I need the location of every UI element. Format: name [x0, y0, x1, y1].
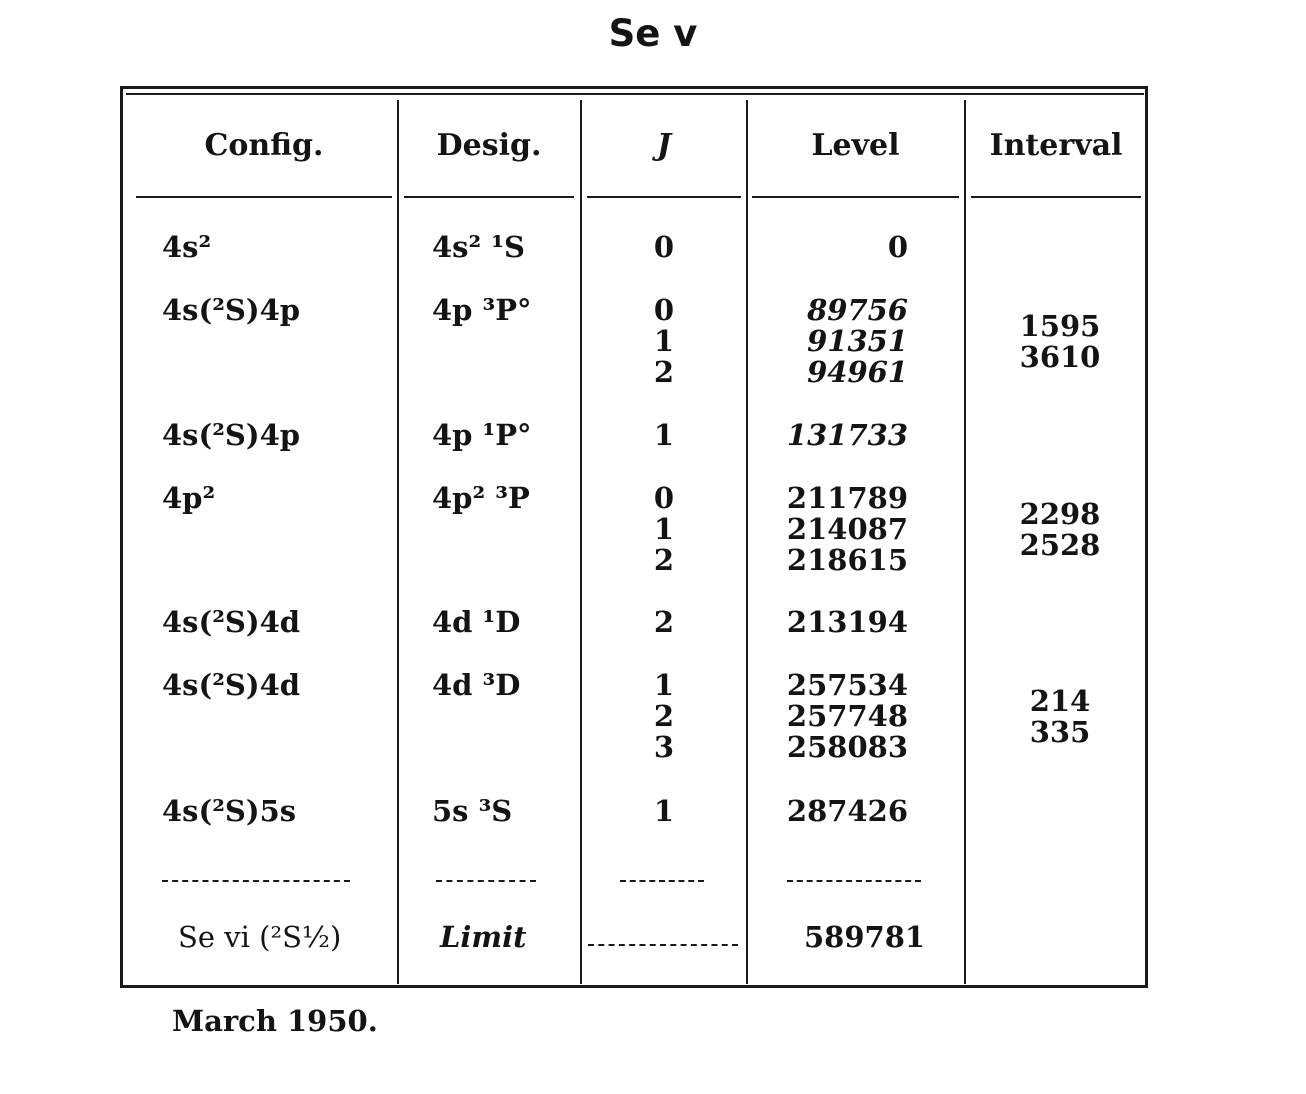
row-designation: 4p ¹P° — [432, 418, 532, 452]
header-rule — [587, 196, 741, 198]
table-top-rule — [126, 93, 1144, 95]
row-level: 287426 — [786, 794, 908, 828]
row-j: 0 — [653, 230, 675, 264]
header-j: J — [656, 128, 672, 163]
column-divider — [746, 100, 748, 984]
limit-designation: Limit — [440, 920, 527, 954]
limit-config: Se vi (²S½) — [178, 920, 342, 954]
row-level: 89756 — [807, 293, 908, 327]
column-divider — [580, 100, 582, 984]
header-level: Level — [811, 128, 900, 163]
header-rule — [404, 196, 574, 198]
column-divider — [964, 100, 966, 984]
dashed-separator — [787, 880, 921, 882]
row-interval: 335 — [1029, 715, 1091, 749]
row-designation: 4d ³D — [432, 668, 521, 702]
table-frame — [120, 86, 1148, 988]
row-designation: 5s ³S — [432, 794, 513, 828]
row-level: 258083 — [786, 730, 908, 764]
row-designation: 4p ³P° — [432, 293, 532, 327]
row-level: 257748 — [786, 699, 908, 733]
row-interval: 2298 — [1019, 497, 1101, 531]
row-config: 4s(²S)4p — [162, 293, 301, 327]
header-desig: Desig. — [436, 128, 542, 163]
row-j: 1 — [653, 794, 675, 828]
dashed-separator — [162, 880, 350, 882]
row-config: 4s² — [162, 230, 212, 264]
header-rule — [971, 196, 1141, 198]
limit-level: 589781 — [804, 920, 926, 954]
row-level: 131733 — [786, 418, 908, 452]
row-level: 218615 — [786, 543, 908, 577]
row-level: 214087 — [786, 512, 908, 546]
row-level: 91351 — [807, 324, 908, 358]
header-interval: Interval — [989, 128, 1123, 163]
row-level: 211789 — [786, 481, 908, 515]
date-footer: March 1950. — [172, 1004, 378, 1038]
header-config: Config. — [204, 128, 324, 163]
row-j: 2 — [653, 543, 675, 577]
row-j: 2 — [653, 355, 675, 389]
column-divider — [397, 100, 399, 984]
header-rule — [136, 196, 392, 198]
row-config: 4s(²S)4p — [162, 418, 301, 452]
row-j: 3 — [653, 730, 675, 764]
table-title: Se v — [608, 12, 698, 55]
row-j: 2 — [653, 699, 675, 733]
row-interval: 3610 — [1019, 340, 1101, 374]
row-config: 4p² — [162, 481, 216, 515]
row-designation: 4s² ¹S — [432, 230, 525, 264]
row-j: 0 — [653, 481, 675, 515]
row-level: 94961 — [807, 355, 908, 389]
row-config: 4s(²S)4d — [162, 605, 301, 639]
dashed-separator — [620, 880, 704, 882]
row-level: 257534 — [786, 668, 908, 702]
row-designation: 4p² ³P — [432, 481, 530, 515]
row-designation: 4d ¹D — [432, 605, 521, 639]
row-j: 2 — [653, 605, 675, 639]
row-interval: 2528 — [1019, 528, 1101, 562]
row-level: 213194 — [786, 605, 908, 639]
row-interval: 214 — [1029, 684, 1091, 718]
row-j: 0 — [653, 293, 675, 327]
row-j: 1 — [653, 512, 675, 546]
row-level: 0 — [887, 230, 908, 264]
dashed-separator — [436, 880, 536, 882]
row-config: 4s(²S)4d — [162, 668, 301, 702]
limit-j-dashes — [588, 944, 738, 946]
row-config: 4s(²S)5s — [162, 794, 297, 828]
row-j: 1 — [653, 324, 675, 358]
row-j: 1 — [653, 418, 675, 452]
row-j: 1 — [653, 668, 675, 702]
row-interval: 1595 — [1019, 309, 1101, 343]
header-rule — [752, 196, 959, 198]
